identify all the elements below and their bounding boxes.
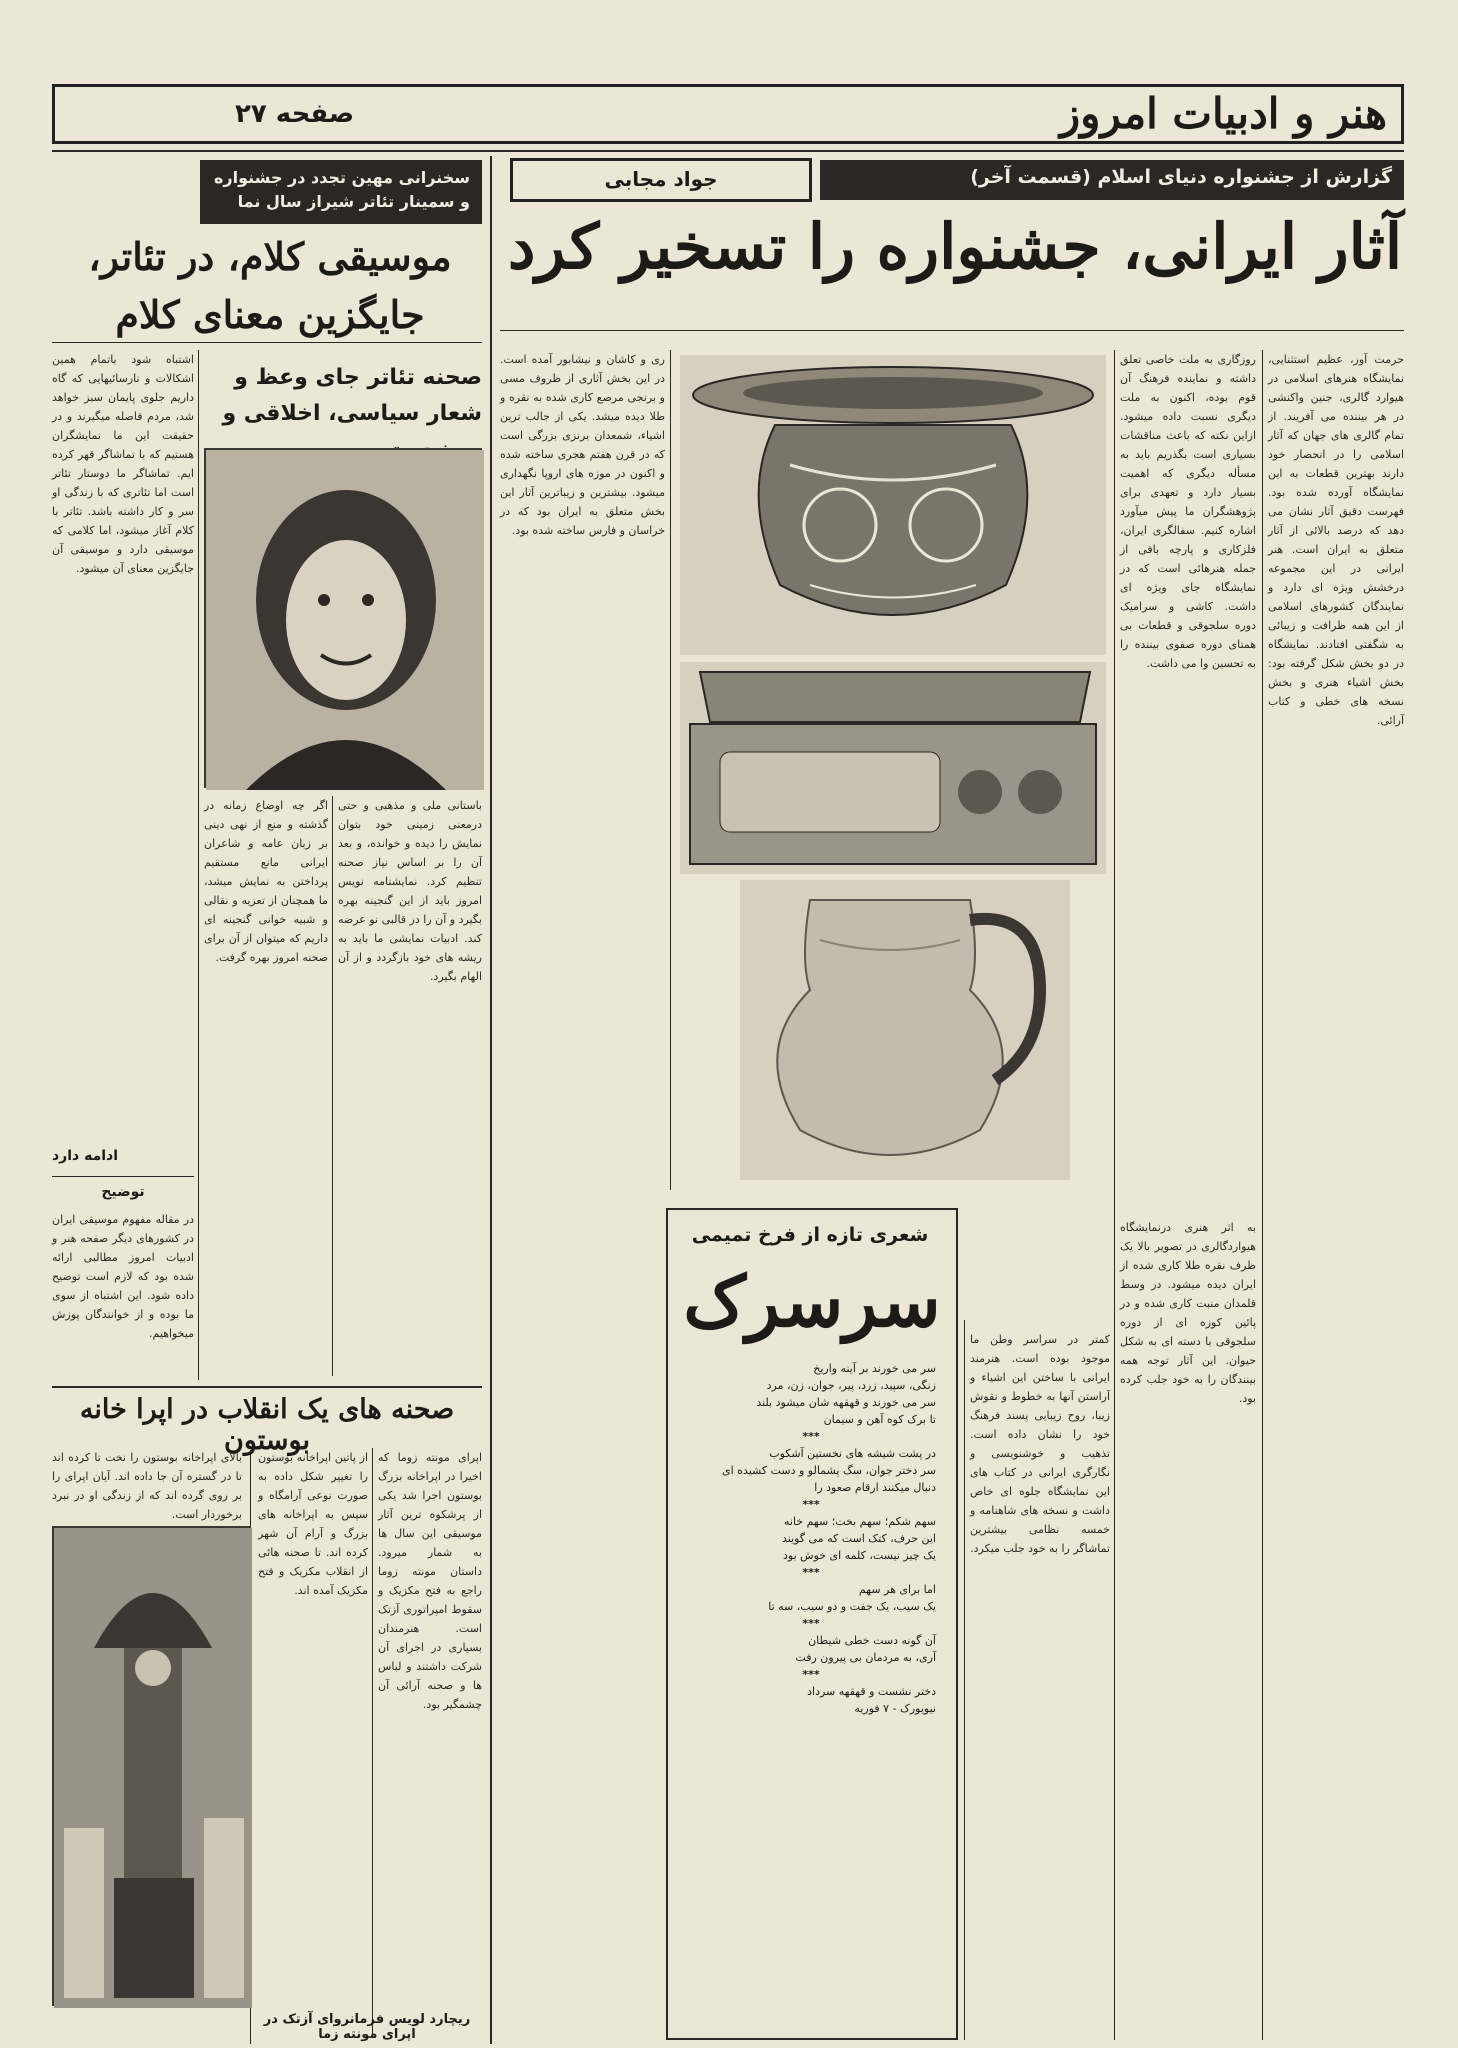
side-headline: موسیقی کلام، در تئاتر، جایگزین معنای کلام bbox=[88, 234, 452, 337]
side-column-c: اگر چه اوضاع زمانه در گذشته و منع از نهی دینی بر زبان عامه و شاعران ایرانی مانع مستقیم پرداختن به نمایش میشد، ما همچنان از تعزیه و نقالی و شبیه خوانی گنجینه ای داریم که میتوان از آن برای صحنه امروز بهره گرفت. bbox=[204, 799, 328, 964]
column-rule bbox=[1114, 350, 1115, 2040]
poem-line: آری، به مردمان بی پیرون رفت bbox=[795, 1651, 936, 1664]
pen-case-illustration bbox=[680, 662, 1106, 874]
poem-line: آن گونه دست خطی شیطان bbox=[808, 1634, 936, 1647]
bottom-column-a: بالای اپراخانه بوستون را نخت تا کرده اند تا در گستره آن جا داده اند. آیان اپرای را بر روی گرده اند که از زندگی او در نبرد برخوردار است. bbox=[52, 1451, 242, 1521]
main-column-b: روزگاری به ملت خاصی تعلق داشته و نماینده فرهنگ آن قوم بوده، اکنون به ملت دیگری نسبت داده میشود. ازاین نکته که باعث مناقشات بسیاری است بگذریم باید به مسأله دیگری که اهمیت بسیار دارد و تعهدی برای پژوهشگران ما پیش میآورد اشاره کنیم. سفالگری ایران، فلزکاری و پارچه بافی از جمله هنرهائی است که در نمایشگاه جای ویژه ای داشت. کاشی و سرامیک دوره سلجوقی و قطعات بی همتای دوره صفوی بیننده را به تحسین وا می داشت. bbox=[1120, 353, 1256, 670]
poem-line: این حرف، کتک است که می گویند bbox=[781, 1532, 936, 1545]
bottom-column-c: اپرای مونته زوما که اخیرا در اپراخانه بزرگ بوستون اجرا شد یکی از پرشکوه ترین آثار موسیقی این سال ها به شمار میرود. داستان مونته زوما راجع به فتح مکزیک و سقوط امپراتوری آزتک است. هنرمندان بسیاری در اجرای آن شرکت داشتند و لباس ها و صحنه آرائی آن چشمگیر بود. bbox=[378, 1451, 482, 1711]
portrait-photo bbox=[204, 448, 482, 788]
photo-jug bbox=[740, 880, 1070, 1180]
poem-line: یک چیز نیست، کلمه ای خوش بود bbox=[783, 1549, 936, 1562]
side-rule bbox=[52, 342, 482, 343]
main-caption-text: به اثر هنری درنمایشگاه هیواردگالری در تصویر بالا یک ظرف نقره طلا کاری شده از ایران دیده میشود. در وسط قلمدان منبت کاری شده و در پائین کوزه ای از دوره سلجوقی با دسته ای به شکل حیوان. این آثار توجه همه بینندگان را به خود جلب کرده بود. bbox=[1120, 1221, 1256, 1405]
note-title: توضیح bbox=[101, 1184, 145, 1200]
column-rule bbox=[964, 1320, 965, 2040]
bottom-rule bbox=[52, 1386, 482, 1388]
bowl-illustration bbox=[680, 355, 1106, 655]
column-rule bbox=[332, 796, 333, 1376]
main-column-c: ری و کاشان و نیشابور آمده است. در این بخش آثاری از ظروف مسی و برنجی مرصع کاری شده به نقره و طلا دیده میشد. یکی از جالب ترین اشیاء، شمعدان برنزی بزرگی است که در قرن هفتم هجری ساخته شده و اکنون در موزه های اروپا نگهداری میشود. بیشترین و زیباترین آثار این بخش متعلق به ایران بود که در خراسان و فارس ساخته شده بود. bbox=[500, 353, 665, 537]
column-rule bbox=[670, 350, 671, 1190]
poem-title: سرسرک bbox=[683, 1260, 941, 1343]
main-author: جواد مجابی bbox=[510, 158, 812, 202]
poem-line: اما برای هر سهم bbox=[858, 1583, 936, 1596]
poem-kicker: شعری تازه از فرخ تمیمی bbox=[691, 1224, 929, 1246]
column-rule bbox=[490, 156, 492, 2044]
main-headline: آثار ایرانی، جشنواره را تسخیر کرد bbox=[507, 210, 1403, 283]
poem-box bbox=[666, 1208, 958, 2040]
jug-illustration bbox=[740, 880, 1070, 1180]
poem-line: در پشت شیشه های نخستین آشکوب bbox=[769, 1447, 936, 1460]
poem-line: تا برک کوه آهن و سیمان bbox=[823, 1413, 936, 1426]
side-subhead: صحنه تئاتر جای وعظ و شعار سیاسی، اخلاقی و bbox=[222, 365, 482, 426]
poem-line: *** bbox=[802, 1617, 820, 1630]
poem-line: *** bbox=[802, 1498, 820, 1511]
poem-line: دختر نشست و قهقهه سرداد bbox=[807, 1685, 936, 1698]
masthead bbox=[52, 84, 1404, 144]
main-kicker: گزارش از جشنواره دنیای اسلام (قسمت آخر) bbox=[820, 160, 1404, 200]
poem-line: یک سیب، یک جفت و دو سیب، سه تا bbox=[768, 1600, 936, 1613]
poem-line: *** bbox=[802, 1430, 820, 1443]
poem-line: سر می خورند و قهقهه شان میشود بلند bbox=[756, 1396, 936, 1409]
note-rule bbox=[52, 1176, 194, 1177]
side-column-b: باستانی ملی و مذهبی و حتی درمعنی زمینی خود بتوان نمایش را دیده و خوانده، و بعد آن را بر اساس نیاز صحنه تنظیم کرد. نمایشنامه نویس امروز باید از این گنجینه بهره بگیرد و آن را در قالبی نو عرضه کند. ادبیات نمایشی ما باید به ریشه های خود بازگردد و از آن الهام بگیرد. bbox=[338, 799, 482, 983]
opera-illustration bbox=[54, 1528, 252, 2008]
bottom-column-b: از پاتین اپراخانه بوستون را تغییر شکل داده به صورت نوعی آرامگاه و سپس به اپراخانه های بزرگ و آرام آن شهر کرده اند. تا صحنه هائی از انقلاب مکزیک و فتح مکزیک آمده اند. bbox=[258, 1451, 368, 1597]
column-rule bbox=[1262, 350, 1263, 2040]
opera-caption: ریچارد لویس فرمانروای آزتک در اپرای مونته زما bbox=[263, 2012, 471, 2042]
poem-line: سر دختر جوان، سگ پشمالو و دست کشیده ای bbox=[722, 1464, 936, 1477]
poem-lines bbox=[686, 1360, 936, 1717]
side-column-a: اشتباه شود باتمام همین اشکالات و نارسائیهایی که گاه داریم جلوی پایمان سبز خواهد شد، مردم فاصله میگیرند و در حقیقت این ما نمایشگران هستیم که با تماشاگر قهر کرده ایم. تماشاگر ما دوستار تئاتر است اما تئاتری که با زندگی او سر و کار داشته باشد. تئاتر با کلام آغاز میشود، اما کلامی که موسیقی دارد و موسیقی آن جایگزین معنای آن میشود. bbox=[52, 353, 194, 575]
headline-rule bbox=[500, 330, 1404, 331]
poem-line: دنبال میکنند ارقام صعود را bbox=[814, 1481, 936, 1494]
poem-line: سر می خورند بر آینه واریخ bbox=[813, 1362, 936, 1375]
poem-line: نیویورک - ۷ فوریه bbox=[854, 1702, 936, 1715]
main-column-a: حرمت آور، عظیم استثنایی، نمایشگاه هنرهای اسلامی در هیوارد گالری، جنین واکنشی در هر بیننده می آفریند. از تمام گالری های جهان که آثار اسلامی را در انحصار خود دارند بهترین قطعات به این نمایشگاه آورده شده بود. فهرست دقیق آثار نشان می دهد که درصد بالائی از آثار متعلق به ایران است. هنر ایرانی در این مجموعه درخشش ویژه ای دارد و نمایندگان کشورهای اسلامی از این همه ظرافت و زیبائی به شگفتی افتادند. نمایشگاه در دو بخش شکل گرفته بود: بخش اشیاء هنری و بخش نسخه های خطی و کتاب آرائی. bbox=[1268, 353, 1404, 727]
bottom-headline: صحنه های یک انقلاب در اپرا خانه بوستون bbox=[79, 1394, 455, 1456]
masthead-title: هنر و ادبیات امروز bbox=[1059, 89, 1387, 138]
continued-label: ادامه دارد bbox=[52, 1148, 119, 1164]
photo-metal-bowl bbox=[680, 355, 1106, 655]
side-kicker: سخنرانی مهین تجدد در جشنواره و سمینار تئاتر شیراز سال نما bbox=[200, 160, 482, 224]
opera-photo bbox=[52, 1526, 250, 2006]
portrait-illustration bbox=[206, 450, 484, 790]
note-text: در مقاله مفهوم موسیقی ایران در کشورهای دیگر صفحه هنر و ادبیات امروز مطالبی ارائه شده بود که لازم است توضیح داده شود. این اشتباه از سوی ما بوده و از خوانندگان پوزش میخواهیم. bbox=[52, 1213, 194, 1340]
page-number: صفحه ۲۷ bbox=[235, 99, 355, 129]
photo-pen-case bbox=[680, 662, 1106, 874]
poem-line: زنگی، سپید، زرد، پیر، جوان، زن، مرد bbox=[766, 1379, 936, 1392]
column-rule bbox=[198, 350, 199, 1380]
poem-line: *** bbox=[802, 1566, 820, 1579]
poem-line: سهم شکم؛ سهم بخت؛ سهم خانه bbox=[784, 1515, 936, 1528]
column-rule bbox=[372, 1448, 373, 2038]
poem-line: *** bbox=[802, 1668, 820, 1681]
masthead-rule bbox=[52, 150, 1404, 152]
main-column-e: کمتر در سراسر وطن ما موجود بوده است. هنرمند ایرانی با ساختن این اشیاء و آراستن آنها به خطوط و نقوش زیبا، روح زیبایی پسند فرهنگ خود را نشان داده است. تذهیب و خوشنویسی و نگارگری ایرانی در کتاب های این نمایشگاه جلوه ای خاص داشت و نسخه های شاهنامه و خمسه نظامی بیشترین تماشاگر را به خود جلب میکرد. bbox=[970, 1333, 1110, 1555]
